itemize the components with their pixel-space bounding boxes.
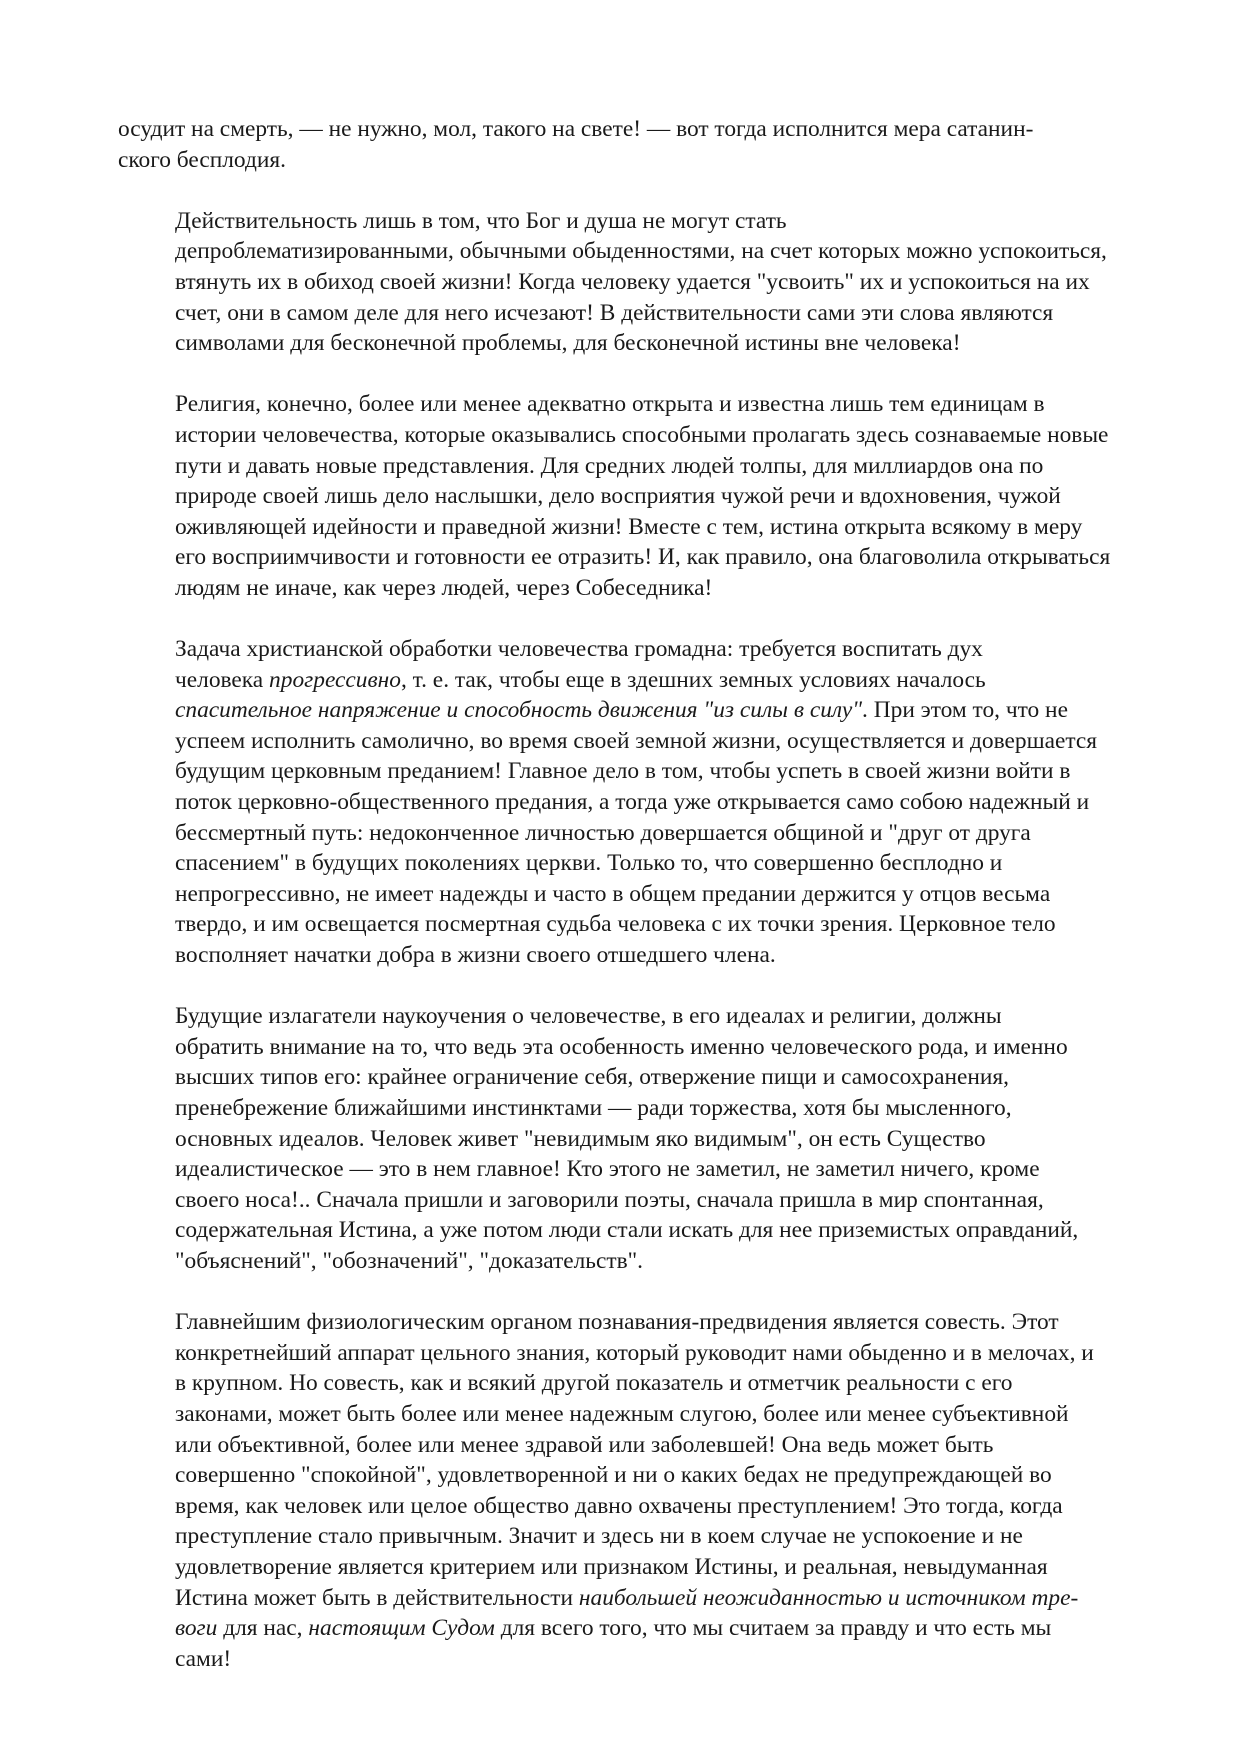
italic-text-run: настоящим Судом xyxy=(308,1615,495,1642)
text-line xyxy=(118,420,1130,451)
text-line xyxy=(118,1124,1130,1155)
text-line xyxy=(118,1307,1130,1338)
text-line xyxy=(118,1613,1130,1644)
text-line xyxy=(118,756,1130,787)
text-line xyxy=(118,451,1130,482)
text-run: символами для бесконечной проблемы, для бесконечной истины вне человека! xyxy=(175,330,961,357)
italic-text-run: воги xyxy=(175,1615,218,1642)
text-line xyxy=(118,1644,1130,1675)
text-run: обратить внимание на то, что ведь эта особенность именно человеческого рода, и именно xyxy=(175,1033,1068,1060)
text-line xyxy=(118,848,1130,879)
text-run: пути и давать новые представления. Для средних людей толпы, для миллиардов она по xyxy=(175,452,1044,479)
text-run: преступление стало привычным. Значит и здесь ни в коем случае не успокоение и не xyxy=(175,1523,1023,1550)
text-line xyxy=(118,1399,1130,1430)
text-line xyxy=(118,634,1130,665)
text-run: восполняет начатки добра в жизни своего отшедшего члена. xyxy=(175,942,776,969)
text-line xyxy=(118,1246,1130,1277)
text-run: своего носа!.. Сначала пришли и заговорили поэты, сначала пришла в мир спонтанная, xyxy=(175,1186,1044,1213)
text-line xyxy=(118,1521,1130,1552)
text-line xyxy=(118,1032,1130,1063)
text-run: человека xyxy=(175,666,270,693)
text-run: для нас, xyxy=(217,1615,309,1642)
text-run: счет, они в самом деле для него исчезают! В действительности сами эти слова являются xyxy=(175,299,1054,326)
paragraph-1 xyxy=(118,114,1130,175)
text-line xyxy=(118,1552,1130,1583)
text-run: Действительность лишь в том, что Бог и душа не могут стать xyxy=(175,207,787,234)
text-run: Будущие излагатели наукоучения о человечестве, в его идеалах и религии, должны xyxy=(175,1003,1002,1030)
text-line xyxy=(118,787,1130,818)
text-run: сами! xyxy=(175,1645,232,1672)
text-run: оживляющей идейности и праведной жизни! Вместе с тем, истина открыта всякому в меру xyxy=(175,513,1083,540)
text-line xyxy=(118,389,1130,420)
text-line xyxy=(118,695,1130,726)
paragraph-6 xyxy=(118,1307,1130,1674)
text-line xyxy=(118,879,1130,910)
text-run: для всего того, что мы считаем за правду и что есть мы xyxy=(494,1615,1052,1642)
text-line xyxy=(118,1460,1130,1491)
text-run: твердо, и им освещается посмертная судьба человека с их точки зрения. Церковное тело xyxy=(175,911,1056,938)
italic-text-run: спасительное напряжение и способность движения "из силы в силу" xyxy=(175,697,863,724)
text-run: будущим церковным преданием! Главное дело в том, чтобы успеть в своей жизни войти в xyxy=(175,758,1071,785)
text-run: , т. е. так, чтобы еще в здешних земных условиях началось xyxy=(400,666,986,693)
italic-text-run: наибольшей неожиданностью и источником тре- xyxy=(578,1584,1079,1611)
text-run: высших типов его: крайнее ограничение себя, отвержение пищи и самосохранения, xyxy=(175,1064,1010,1091)
text-run: втянуть их в обиход своей жизни! Когда человеку удается "усвоить" их и успокоиться на их xyxy=(175,268,1090,295)
text-line xyxy=(118,1368,1130,1399)
text-run: Главнейшим физиологическим органом познавания-предвидения является совесть. Этот xyxy=(175,1309,1059,1336)
text-run: истории человечества, которые оказывались способными пролагать здесь сознаваемые новые xyxy=(175,421,1109,448)
text-line xyxy=(118,1491,1130,1522)
text-line xyxy=(118,940,1130,971)
text-run: совершенно "спокойной", удовлетворенной и ни о каких бедах не предупреждающей во xyxy=(175,1462,1052,1489)
text-line xyxy=(118,1185,1130,1216)
text-line xyxy=(118,206,1130,237)
text-run: спасением" в будущих поколениях церкви. Только то, что совершенно бесплодно и xyxy=(175,850,1003,877)
document-page xyxy=(118,114,1130,1705)
text-line xyxy=(118,573,1130,604)
text-run: осудит на смерть, — не нужно, мол, такого на свете! — вот тогда исполнится мера сатанин- xyxy=(118,116,1034,142)
text-run: или объективной, более или менее здравой или заболевшей! Она ведь может быть xyxy=(175,1431,994,1458)
text-line xyxy=(118,665,1130,696)
text-run: ского бесплодия. xyxy=(118,146,286,173)
text-line xyxy=(118,1338,1130,1369)
text-run: людям не иначе, как через людей, через Собеседника! xyxy=(175,574,713,601)
text-run: содержательная Истина, а уже потом люди стали искать для нее приземистых оправданий, xyxy=(175,1217,1079,1244)
text-run: его восприимчивости и готовности ее отразить! И, как правило, она благоволила открываться xyxy=(175,544,1111,571)
text-run: природе своей лишь дело наслышки, дело восприятия чужой речи и вдохновения, чужой xyxy=(175,483,1061,510)
text-run: поток церковно-общественного предания, а тогда уже открывается само собою надежный и xyxy=(175,789,1090,816)
text-run: "объяснений", "обозначений", "доказательств". xyxy=(175,1247,644,1274)
text-line xyxy=(118,1062,1130,1093)
text-line xyxy=(118,114,1130,145)
text-run: Задача христианской обработки человечества громадна: требуется воспитать дух xyxy=(175,636,983,663)
text-run: Религия, конечно, более или менее адекватно открыта и известна лишь тем единицам в xyxy=(175,391,1045,418)
text-line xyxy=(118,1430,1130,1461)
text-run: непрогрессивно, не имеет надежды и часто в общем предании держится у отцов весьма xyxy=(175,880,1051,907)
text-line xyxy=(118,726,1130,757)
text-line xyxy=(118,1154,1130,1185)
text-run: время, как человек или целое общество давно охвачены преступлением! Это тогда, когда xyxy=(175,1492,1063,1519)
text-line xyxy=(118,818,1130,849)
text-run: бессмертный путь: недоконченное личностью довершается общиной и "друг от друга xyxy=(175,819,1031,846)
text-line xyxy=(118,909,1130,940)
text-run: законами, может быть более или менее надежным слугою, более или менее субъективной xyxy=(175,1400,1069,1427)
text-line xyxy=(118,1583,1130,1614)
italic-text-run: прогрессивно xyxy=(269,666,401,693)
text-run: основных идеалов. Человек живет "невидимым яко видимым", он есть Существо xyxy=(175,1125,986,1152)
text-run: депроблематизированными, обычными обыденностями, на счет которых можно успокоиться, xyxy=(175,238,1107,265)
text-run: конкретнейший аппарат цельного знания, который руководит нами обыденно и в мелочах, и xyxy=(175,1339,1094,1366)
text-line xyxy=(118,512,1130,543)
text-run: пренебрежение ближайшими инстинктами — ради торжества, хотя бы мысленного, xyxy=(175,1095,1012,1121)
text-line xyxy=(118,481,1130,512)
text-line xyxy=(118,1215,1130,1246)
text-line xyxy=(118,328,1130,359)
text-run: . При этом то, что не xyxy=(862,697,1068,724)
text-line xyxy=(118,267,1130,298)
text-line xyxy=(118,1001,1130,1032)
text-run: успеем исполнить самолично, во время своей земной жизни, осуществляется и довершается xyxy=(175,727,1097,754)
text-run: в крупном. Но совесть, как и всякий другой показатель и отметчик реальности с его xyxy=(175,1370,1013,1397)
text-line xyxy=(118,236,1130,267)
paragraph-2 xyxy=(118,206,1130,359)
paragraph-5 xyxy=(118,1001,1130,1276)
text-line xyxy=(118,145,1130,176)
text-line xyxy=(118,1093,1130,1124)
paragraph-4 xyxy=(118,634,1130,971)
paragraph-3 xyxy=(118,389,1130,603)
text-run: идеалистическое — это в нем главное! Кто этого не заметил, не заметил ничего, кроме xyxy=(175,1156,1040,1183)
text-line xyxy=(118,542,1130,573)
text-run: Истина может быть в действительности xyxy=(175,1584,579,1611)
text-line xyxy=(118,298,1130,329)
text-run: удовлетворение является критерием или признаком Истины, и реальная, невыдуманная xyxy=(175,1553,1048,1580)
